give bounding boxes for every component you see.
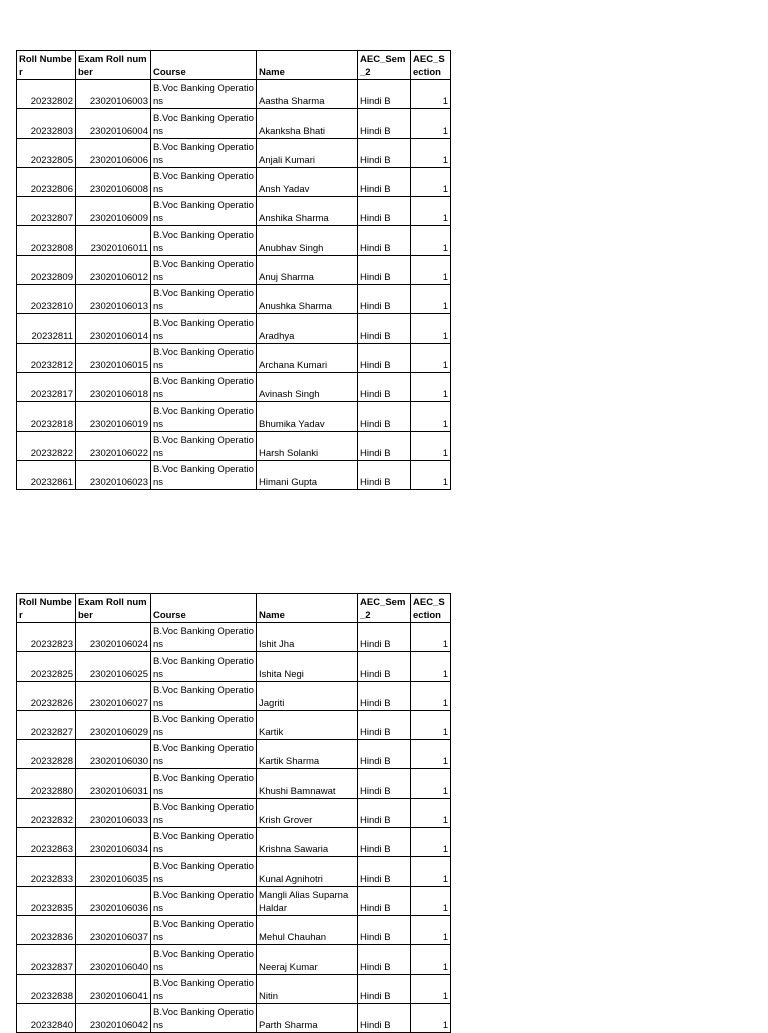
aec-sem-2-cell: Hindi B xyxy=(358,915,411,944)
course-cell: B.Voc Banking Operations xyxy=(151,915,257,944)
table-row xyxy=(17,769,451,798)
name-cell: Ishita Negi xyxy=(257,652,358,681)
aec-sem-2-cell: Hindi B xyxy=(358,255,411,284)
aec-section-cell: 1 xyxy=(411,974,451,1003)
course-cell: B.Voc Banking Operations xyxy=(151,255,257,284)
aec-section-cell: 1 xyxy=(411,857,451,886)
course-cell: B.Voc Banking Operations xyxy=(151,974,257,1003)
course-cell: B.Voc Banking Operations xyxy=(151,285,257,314)
roll-number-cell: 20232811 xyxy=(17,314,76,343)
aec-section-cell: 1 xyxy=(411,886,451,915)
name-cell: Avinash Singh xyxy=(257,372,358,401)
exam-roll-number-cell: 23020106025 xyxy=(76,652,151,681)
course-cell: B.Voc Banking Operations xyxy=(151,652,257,681)
course-cell: B.Voc Banking Operations xyxy=(151,710,257,739)
course-cell: B.Voc Banking Operations xyxy=(151,798,257,827)
aec-section-cell: 1 xyxy=(411,343,451,372)
table-row xyxy=(17,80,451,109)
header-roll-number: Roll Number xyxy=(17,594,76,623)
table-row xyxy=(17,402,451,431)
table-row xyxy=(17,197,451,226)
course-cell: B.Voc Banking Operations xyxy=(151,138,257,167)
name-cell: Himani Gupta xyxy=(257,460,358,489)
aec-sem-2-cell: Hindi B xyxy=(358,798,411,827)
name-cell: Mangli Alias Suparna Haldar xyxy=(257,886,358,915)
header-roll-number: Roll Number xyxy=(17,51,76,80)
course-cell: B.Voc Banking Operations xyxy=(151,1003,257,1032)
aec-sem-2-cell: Hindi B xyxy=(358,945,411,974)
course-cell: B.Voc Banking Operations xyxy=(151,431,257,460)
exam-roll-number-cell: 23020106003 xyxy=(76,80,151,109)
table-row xyxy=(17,460,451,489)
table-row xyxy=(17,798,451,827)
header-aec-section: AEC_Section xyxy=(411,594,451,623)
table-row xyxy=(17,255,451,284)
name-cell: Anubhav Singh xyxy=(257,226,358,255)
aec-section-cell: 1 xyxy=(411,623,451,652)
aec-section-cell: 1 xyxy=(411,402,451,431)
name-cell: Akanksha Bhati xyxy=(257,109,358,138)
exam-roll-number-cell: 23020106011 xyxy=(76,226,151,255)
roll-number-cell: 20232805 xyxy=(17,138,76,167)
aec-sem-2-cell: Hindi B xyxy=(358,623,411,652)
header-aec-sem-2: AEC_Sem_2 xyxy=(358,594,411,623)
name-cell: Neeraj Kumar xyxy=(257,945,358,974)
exam-roll-number-cell: 23020106027 xyxy=(76,681,151,710)
course-cell: B.Voc Banking Operations xyxy=(151,109,257,138)
aec-sem-2-cell: Hindi B xyxy=(358,431,411,460)
header-course: Course xyxy=(151,51,257,80)
exam-roll-number-cell: 23020106009 xyxy=(76,197,151,226)
aec-section-cell: 1 xyxy=(411,167,451,196)
roll-number-cell: 20232880 xyxy=(17,769,76,798)
course-cell: B.Voc Banking Operations xyxy=(151,460,257,489)
aec-sem-2-cell: Hindi B xyxy=(358,740,411,769)
exam-roll-number-cell: 23020106004 xyxy=(76,109,151,138)
aec-section-cell: 1 xyxy=(411,226,451,255)
name-cell: Anuj Sharma xyxy=(257,255,358,284)
exam-roll-number-cell: 23020106035 xyxy=(76,857,151,886)
table-row xyxy=(17,945,451,974)
name-cell: Aradhya xyxy=(257,314,358,343)
table-row xyxy=(17,431,451,460)
header-exam-roll-number: Exam Roll number xyxy=(76,51,151,80)
aec-section-cell: 1 xyxy=(411,828,451,857)
name-cell: Kartik xyxy=(257,710,358,739)
aec-section-cell: 1 xyxy=(411,314,451,343)
roll-number-cell: 20232810 xyxy=(17,285,76,314)
name-cell: Ansh Yadav xyxy=(257,167,358,196)
student-table-1 xyxy=(16,50,451,490)
table-body xyxy=(17,80,451,490)
aec-section-cell: 1 xyxy=(411,945,451,974)
course-cell: B.Voc Banking Operations xyxy=(151,372,257,401)
name-cell: Parth Sharma xyxy=(257,1003,358,1032)
exam-roll-number-cell: 23020106040 xyxy=(76,945,151,974)
aec-section-cell: 1 xyxy=(411,652,451,681)
exam-roll-number-cell: 23020106031 xyxy=(76,769,151,798)
roll-number-cell: 20232818 xyxy=(17,402,76,431)
table-row xyxy=(17,314,451,343)
aec-sem-2-cell: Hindi B xyxy=(358,886,411,915)
exam-roll-number-cell: 23020106033 xyxy=(76,798,151,827)
roll-number-cell: 20232817 xyxy=(17,372,76,401)
aec-sem-2-cell: Hindi B xyxy=(358,769,411,798)
header-row xyxy=(17,51,451,80)
roll-number-cell: 20232840 xyxy=(17,1003,76,1032)
aec-section-cell: 1 xyxy=(411,740,451,769)
name-cell: Harsh Solanki xyxy=(257,431,358,460)
exam-roll-number-cell: 23020106030 xyxy=(76,740,151,769)
table-row xyxy=(17,109,451,138)
exam-roll-number-cell: 23020106036 xyxy=(76,886,151,915)
table-row xyxy=(17,226,451,255)
table-row xyxy=(17,285,451,314)
exam-roll-number-cell: 23020106023 xyxy=(76,460,151,489)
name-cell: Khushi Bamnawat xyxy=(257,769,358,798)
aec-sem-2-cell: Hindi B xyxy=(358,226,411,255)
aec-sem-2-cell: Hindi B xyxy=(358,167,411,196)
exam-roll-number-cell: 23020106034 xyxy=(76,828,151,857)
header-row xyxy=(17,594,451,623)
name-cell: Anshika Sharma xyxy=(257,197,358,226)
roll-number-cell: 20232802 xyxy=(17,80,76,109)
student-table-2 xyxy=(16,593,451,1033)
header-name: Name xyxy=(257,51,358,80)
table-row xyxy=(17,886,451,915)
aec-sem-2-cell: Hindi B xyxy=(358,285,411,314)
aec-section-cell: 1 xyxy=(411,255,451,284)
table-row xyxy=(17,652,451,681)
name-cell: Anjali Kumari xyxy=(257,138,358,167)
table-row xyxy=(17,828,451,857)
name-cell: Ishit Jha xyxy=(257,623,358,652)
aec-sem-2-cell: Hindi B xyxy=(358,343,411,372)
course-cell: B.Voc Banking Operations xyxy=(151,740,257,769)
aec-section-cell: 1 xyxy=(411,681,451,710)
roll-number-cell: 20232808 xyxy=(17,226,76,255)
course-cell: B.Voc Banking Operations xyxy=(151,681,257,710)
table-row xyxy=(17,857,451,886)
exam-roll-number-cell: 23020106018 xyxy=(76,372,151,401)
aec-sem-2-cell: Hindi B xyxy=(358,372,411,401)
roll-number-cell: 20232823 xyxy=(17,623,76,652)
header-exam-roll-number: Exam Roll number xyxy=(76,594,151,623)
header-course: Course xyxy=(151,594,257,623)
header-aec-sem-2: AEC_Sem_2 xyxy=(358,51,411,80)
aec-sem-2-cell: Hindi B xyxy=(358,197,411,226)
course-cell: B.Voc Banking Operations xyxy=(151,402,257,431)
roll-number-cell: 20232807 xyxy=(17,197,76,226)
header-name: Name xyxy=(257,594,358,623)
aec-section-cell: 1 xyxy=(411,138,451,167)
aec-sem-2-cell: Hindi B xyxy=(358,710,411,739)
name-cell: Archana Kumari xyxy=(257,343,358,372)
aec-section-cell: 1 xyxy=(411,1003,451,1032)
name-cell: Krish Grover xyxy=(257,798,358,827)
name-cell: Mehul Chauhan xyxy=(257,915,358,944)
exam-roll-number-cell: 23020106008 xyxy=(76,167,151,196)
roll-number-cell: 20232836 xyxy=(17,915,76,944)
roll-number-cell: 20232828 xyxy=(17,740,76,769)
exam-roll-number-cell: 23020106029 xyxy=(76,710,151,739)
exam-roll-number-cell: 23020106019 xyxy=(76,402,151,431)
exam-roll-number-cell: 23020106006 xyxy=(76,138,151,167)
roll-number-cell: 20232832 xyxy=(17,798,76,827)
header-aec-section: AEC_Section xyxy=(411,51,451,80)
aec-section-cell: 1 xyxy=(411,285,451,314)
name-cell: Kunal Agnihotri xyxy=(257,857,358,886)
table-row xyxy=(17,915,451,944)
aec-section-cell: 1 xyxy=(411,710,451,739)
roll-number-cell: 20232826 xyxy=(17,681,76,710)
name-cell: Bhumika Yadav xyxy=(257,402,358,431)
aec-sem-2-cell: Hindi B xyxy=(358,80,411,109)
roll-number-cell: 20232806 xyxy=(17,167,76,196)
name-cell: Aastha Sharma xyxy=(257,80,358,109)
course-cell: B.Voc Banking Operations xyxy=(151,945,257,974)
table-header xyxy=(17,594,451,623)
table-row xyxy=(17,710,451,739)
aec-section-cell: 1 xyxy=(411,109,451,138)
course-cell: B.Voc Banking Operations xyxy=(151,857,257,886)
course-cell: B.Voc Banking Operations xyxy=(151,167,257,196)
name-cell: Nitin xyxy=(257,974,358,1003)
exam-roll-number-cell: 23020106013 xyxy=(76,285,151,314)
roll-number-cell: 20232863 xyxy=(17,828,76,857)
table-row xyxy=(17,372,451,401)
table-row xyxy=(17,623,451,652)
aec-section-cell: 1 xyxy=(411,80,451,109)
exam-roll-number-cell: 23020106024 xyxy=(76,623,151,652)
roll-number-cell: 20232837 xyxy=(17,945,76,974)
roll-number-cell: 20232838 xyxy=(17,974,76,1003)
aec-section-cell: 1 xyxy=(411,431,451,460)
course-cell: B.Voc Banking Operations xyxy=(151,314,257,343)
course-cell: B.Voc Banking Operations xyxy=(151,623,257,652)
course-cell: B.Voc Banking Operations xyxy=(151,80,257,109)
roll-number-cell: 20232812 xyxy=(17,343,76,372)
aec-sem-2-cell: Hindi B xyxy=(358,109,411,138)
aec-section-cell: 1 xyxy=(411,197,451,226)
course-cell: B.Voc Banking Operations xyxy=(151,769,257,798)
table-body xyxy=(17,623,451,1033)
table-row xyxy=(17,138,451,167)
table-row xyxy=(17,740,451,769)
aec-sem-2-cell: Hindi B xyxy=(358,138,411,167)
aec-sem-2-cell: Hindi B xyxy=(358,681,411,710)
roll-number-cell: 20232833 xyxy=(17,857,76,886)
roll-number-cell: 20232835 xyxy=(17,886,76,915)
exam-roll-number-cell: 23020106012 xyxy=(76,255,151,284)
aec-sem-2-cell: Hindi B xyxy=(358,652,411,681)
aec-section-cell: 1 xyxy=(411,372,451,401)
course-cell: B.Voc Banking Operations xyxy=(151,343,257,372)
exam-roll-number-cell: 23020106022 xyxy=(76,431,151,460)
aec-sem-2-cell: Hindi B xyxy=(358,402,411,431)
exam-roll-number-cell: 23020106037 xyxy=(76,915,151,944)
name-cell: Anushka Sharma xyxy=(257,285,358,314)
aec-sem-2-cell: Hindi B xyxy=(358,460,411,489)
exam-roll-number-cell: 23020106042 xyxy=(76,1003,151,1032)
aec-sem-2-cell: Hindi B xyxy=(358,314,411,343)
course-cell: B.Voc Banking Operations xyxy=(151,226,257,255)
aec-section-cell: 1 xyxy=(411,460,451,489)
table-row xyxy=(17,681,451,710)
aec-sem-2-cell: Hindi B xyxy=(358,857,411,886)
table-header xyxy=(17,51,451,80)
table-row xyxy=(17,974,451,1003)
table-row xyxy=(17,1003,451,1032)
name-cell: Krishna Sawaria xyxy=(257,828,358,857)
roll-number-cell: 20232822 xyxy=(17,431,76,460)
roll-number-cell: 20232825 xyxy=(17,652,76,681)
course-cell: B.Voc Banking Operations xyxy=(151,886,257,915)
name-cell: Kartik Sharma xyxy=(257,740,358,769)
exam-roll-number-cell: 23020106041 xyxy=(76,974,151,1003)
aec-sem-2-cell: Hindi B xyxy=(358,1003,411,1032)
exam-roll-number-cell: 23020106014 xyxy=(76,314,151,343)
aec-sem-2-cell: Hindi B xyxy=(358,974,411,1003)
course-cell: B.Voc Banking Operations xyxy=(151,197,257,226)
name-cell: Jagriti xyxy=(257,681,358,710)
aec-section-cell: 1 xyxy=(411,769,451,798)
roll-number-cell: 20232803 xyxy=(17,109,76,138)
roll-number-cell: 20232861 xyxy=(17,460,76,489)
table-row xyxy=(17,343,451,372)
course-cell: B.Voc Banking Operations xyxy=(151,828,257,857)
roll-number-cell: 20232827 xyxy=(17,710,76,739)
aec-sem-2-cell: Hindi B xyxy=(358,828,411,857)
roll-number-cell: 20232809 xyxy=(17,255,76,284)
aec-section-cell: 1 xyxy=(411,915,451,944)
table-row xyxy=(17,167,451,196)
aec-section-cell: 1 xyxy=(411,798,451,827)
exam-roll-number-cell: 23020106015 xyxy=(76,343,151,372)
